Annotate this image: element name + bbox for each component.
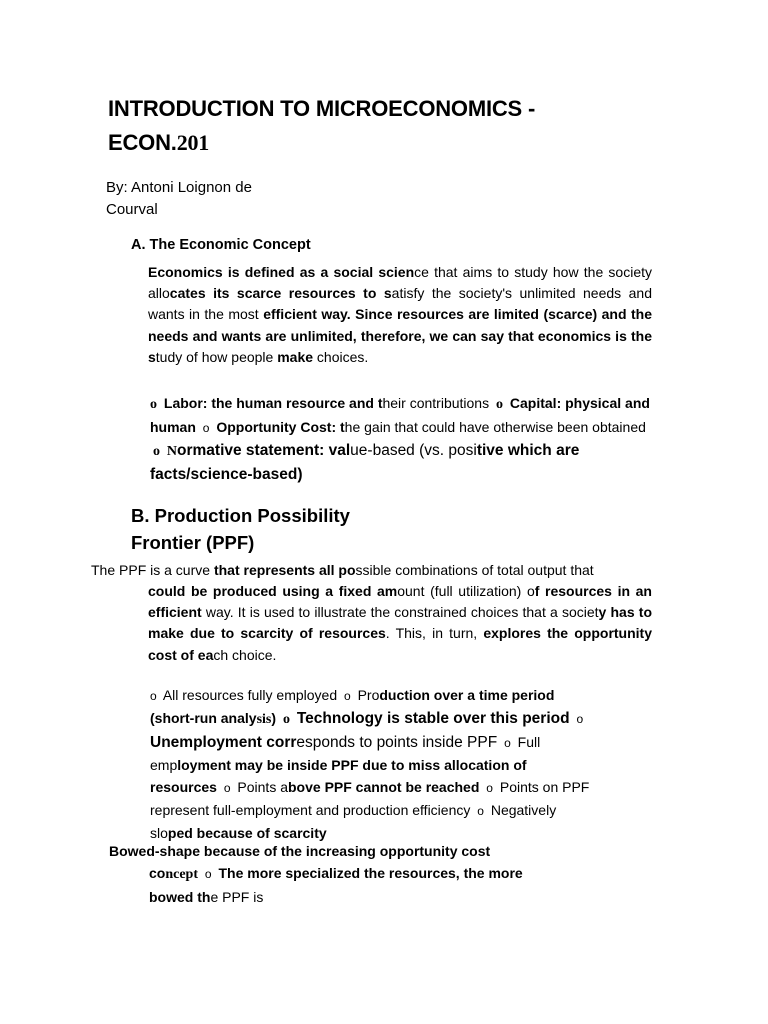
text-run: ch choice. [213, 646, 277, 663]
text-run: efficient way. Since resources are limited (scarce) and the needs and wants are unlimited, therefore, we can say that economics is the s [148, 306, 653, 365]
text-run: Economics is defined as a social scien [148, 264, 415, 280]
bullet-marker: o [282, 712, 290, 727]
bullet-production-serif: sis [256, 712, 272, 727]
section-b-paragraph-first-line [91, 560, 652, 581]
bullet-capital: Capital: physical and human [150, 395, 650, 435]
bullet-normative: ormative statement: val [177, 442, 351, 459]
bullet-normative-rest: ue-based (vs. posi [350, 442, 477, 459]
section-b-bullets [150, 684, 590, 844]
bullet-labor-rest: heir contributions [382, 395, 490, 411]
text-run: atisfy the society's unlimited needs and wants in the most [148, 285, 652, 323]
bullet-unemployment: Unemployment corr [150, 734, 297, 751]
bullet-marker: o [204, 867, 212, 881]
bullet-marker: o [486, 781, 493, 795]
bullet-marker: o [344, 689, 351, 703]
bullet-resources: All resources fully employed [162, 687, 338, 703]
bullet-above-ppf: bove PPF cannot be reached [288, 779, 480, 795]
text-run: explores the opportunity cost of ea [148, 625, 652, 663]
bullet-negatively-sloped-plain: Negatively slo [150, 802, 557, 841]
text-run: could be produced using a fixed am [148, 583, 398, 599]
bullet-full-employment-plain: Full emp [150, 734, 541, 773]
bullet-marker: o [153, 444, 160, 459]
section-b-heading-line-1: B. Production Possibility [131, 505, 350, 526]
text-run: f resources in an efficient [148, 583, 652, 621]
text-run: make [277, 348, 314, 365]
text-run: y has to make due to scarcity of resources [148, 604, 653, 642]
title-line-2 [108, 126, 535, 160]
bullet-full-employment: loyment may be inside PPF due to miss allocation of resources [150, 757, 527, 795]
bullet-negatively-sloped: ped because of scarcity [167, 825, 327, 841]
bullet-normative-end: tive which are facts/science-based) [150, 442, 580, 483]
title-course-number: 201 [176, 130, 210, 155]
bowed-concept-end: ncept [165, 867, 199, 882]
bullet-opportunity-cost: Opportunity Cost: t [216, 419, 345, 435]
bullet-technology: Technology is stable over this period [296, 710, 570, 727]
section-a-heading: A. The Economic Concept [131, 237, 311, 253]
bowed-shape-continuation [149, 862, 569, 908]
text-run: ce that aims to study how the society allo [148, 264, 652, 302]
byline-line-2: Courval [106, 201, 158, 218]
title-course-prefix: ECON. [108, 130, 177, 155]
bullet-normative-initial: N [166, 444, 178, 459]
bullet-opportunity-rest: he gain that could have otherwise been obtained [344, 419, 646, 435]
author-byline [106, 177, 252, 221]
text-run: ssible combinations of total output that [355, 562, 594, 578]
bullet-points-on-ppf: Points on PPF represent full-employment and production efficiency [150, 779, 590, 818]
section-a-paragraph [148, 262, 652, 368]
text-run: . This, in turn, [385, 625, 484, 642]
bullet-labor: Labor: the human resource and t [163, 395, 383, 411]
text-run: ount (full utilization) o [397, 583, 535, 599]
bullet-unemployment-rest: esponds to points inside PPF [296, 734, 498, 751]
section-a-bullets [150, 392, 650, 486]
text-run: choices. [313, 348, 369, 365]
bullet-specialized-rest: e PPF is [210, 889, 264, 905]
text-run: that represents all po [213, 562, 356, 578]
text-run: tudy of how people [155, 348, 278, 365]
bullet-marker: o [150, 397, 157, 412]
bullet-marker: o [202, 421, 210, 435]
bullet-production-end: ) [271, 710, 277, 726]
bullet-marker: o [223, 781, 231, 795]
document-title [108, 92, 535, 160]
bullet-specialized: The more specialized the resources, the more bowed th [149, 865, 523, 905]
byline-line-1: By: Antoni Loignon de [106, 179, 252, 196]
section-b-heading-line-2: Frontier (PPF) [131, 532, 255, 553]
section-b-heading [131, 502, 350, 556]
bowed-shape-line: Bowed-shape because of the increasing opportunity cost [109, 843, 491, 859]
bullet-above-ppf-plain: Points a [237, 779, 288, 795]
bullet-marker: o [477, 804, 484, 818]
bullet-marker: o [150, 689, 157, 703]
bullet-marker: o [504, 736, 511, 750]
section-b-paragraph [148, 581, 652, 666]
text-run: The PPF is a curve [91, 562, 214, 578]
bullet-production: duction over a time period (short-run analy [150, 687, 555, 726]
bullet-marker: o [576, 712, 584, 726]
bowed-concept-start: co [149, 865, 166, 881]
bullet-production-plain: Pro [357, 687, 380, 703]
title-line-1: INTRODUCTION TO MICROECONOMICS - [108, 96, 536, 121]
text-run: cates its scarce resources to s [169, 285, 392, 302]
bullet-marker: o [496, 397, 503, 412]
text-run: way. It is used to illustrate the constrained choices that a societ [201, 604, 599, 621]
